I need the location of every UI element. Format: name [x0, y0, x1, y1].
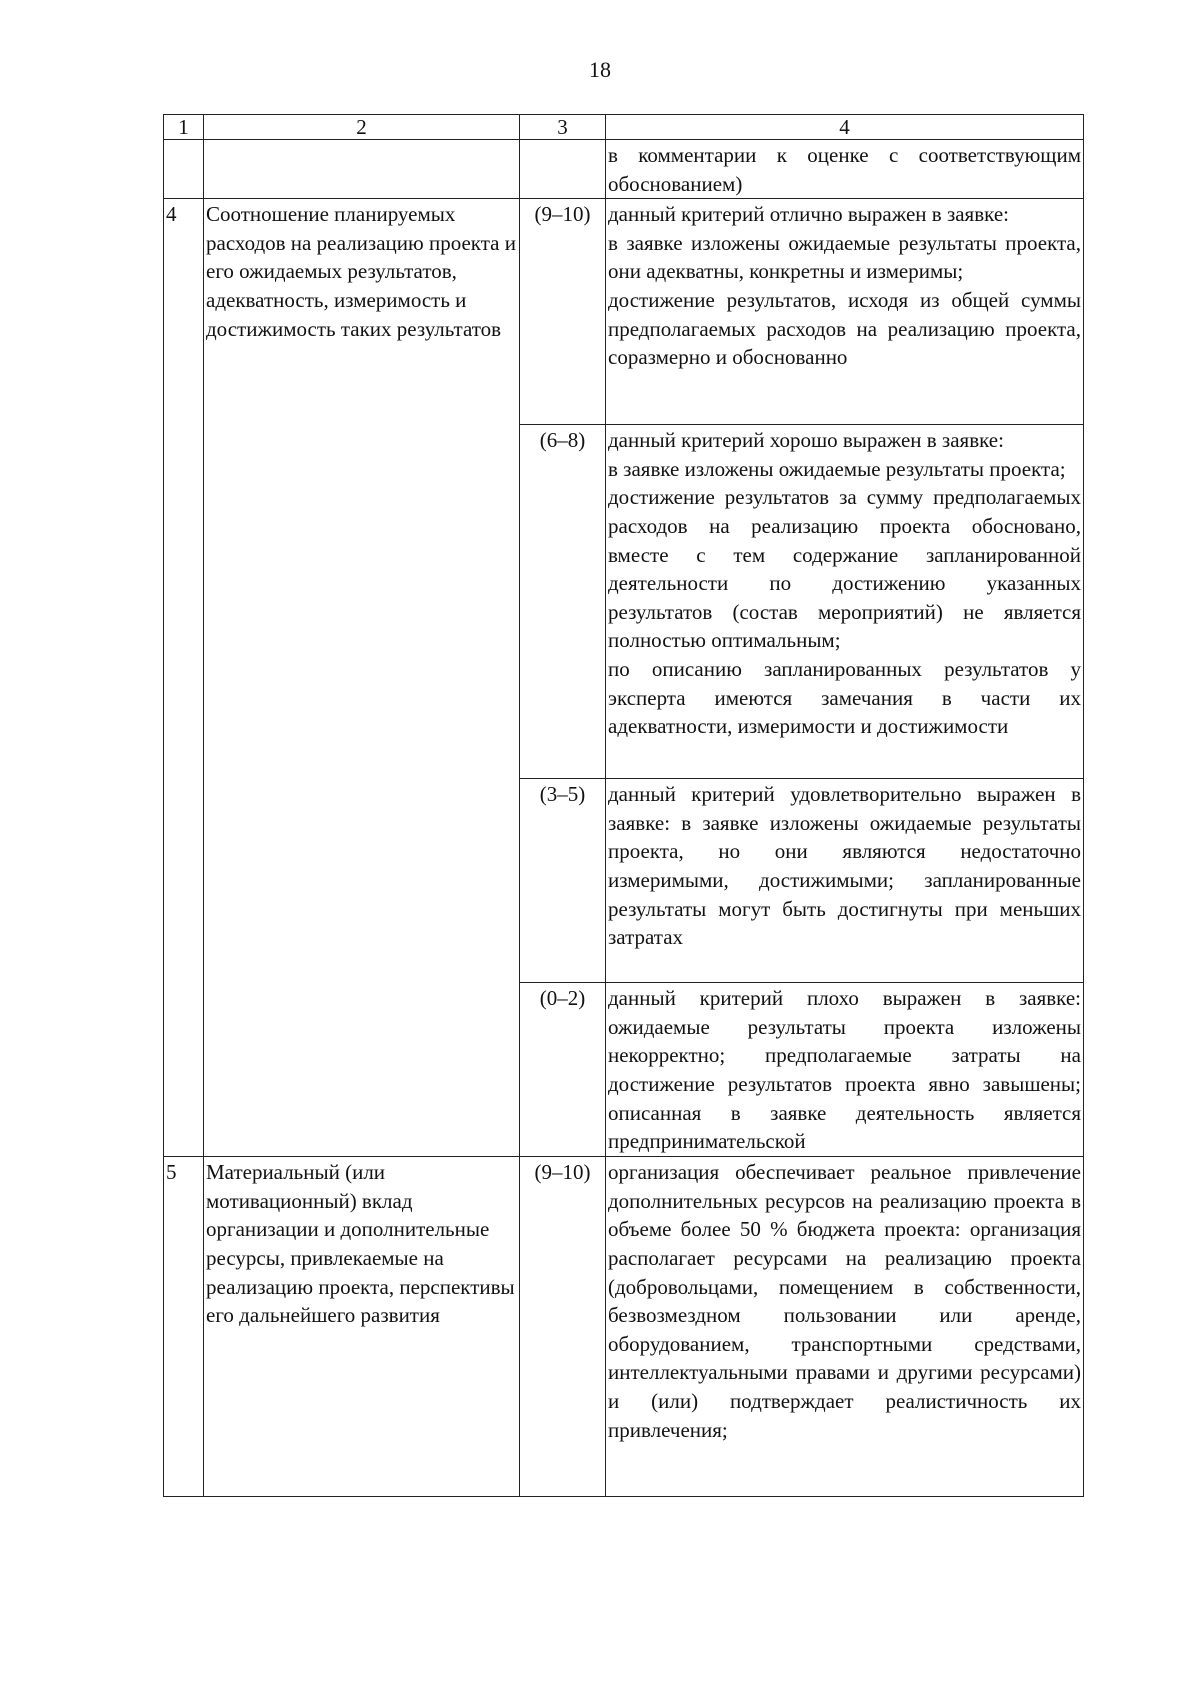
table-row-4-score-1 [164, 199, 1084, 425]
score-description [606, 199, 1084, 425]
score-range: (0–2) [520, 983, 606, 1157]
score-range: (3–5) [520, 779, 606, 983]
description-paragraph: данный критерий отлично выражен в заявке: [608, 202, 1009, 227]
description-paragraph: по описанию запланированных результатов у эксперта имеются замечания в части их адекватности, измеримости и достижимости [608, 656, 1081, 739]
table-header-row [164, 115, 1084, 140]
description-paragraph: данный критерий удовлетворительно выражен в заявке: в заявке изложены ожидаемые результаты проекта, но они являются недостаточно измеримыми, достижимыми; запланированные результаты могут быть достигнуты при меньших затратах [608, 782, 1081, 950]
column-header-1: 1 [164, 115, 204, 140]
description-paragraph: в заявке изложены ожидаемые результаты проекта; [608, 456, 1066, 481]
continuation-description [606, 140, 1084, 199]
criterion-text: Материальный (или мотивационный) вклад организации и дополнительные ресурсы, привлекаемые на реализацию проекта, перспективы его дальнейшего развития [204, 1157, 520, 1497]
description-paragraph: в комментарии к оценке с соответствующим обоснованием) [608, 143, 1081, 196]
row-number: 5 [164, 1157, 204, 1497]
score-range: (6–8) [520, 425, 606, 779]
column-header-3: 3 [520, 115, 606, 140]
description-paragraph: данный критерий плохо выражен в заявке: ожидаемые результаты проекта изложены некорректно; предполагаемые затраты на достижение результатов проекта явно завышены; описанная в заявке деятельность является предпринимательской [608, 986, 1081, 1154]
score-description [606, 779, 1084, 983]
continuation-row [164, 140, 1084, 199]
continuation-num-cell [164, 140, 204, 199]
score-range: (9–10) [520, 1157, 606, 1497]
description-paragraph: достижение результатов, исходя из общей суммы предполагаемых расходов на реализацию проекта, соразмерно и обоснованно [608, 287, 1081, 370]
description-paragraph: в заявке изложены ожидаемые результаты проекта, они адекватны, конкретны и измеримы; [608, 230, 1081, 284]
score-range: (9–10) [520, 199, 606, 425]
score-description [606, 425, 1084, 779]
criteria-table [163, 114, 1084, 1497]
column-header-2: 2 [204, 115, 520, 140]
description-paragraph: данный критерий хорошо выражен в заявке: [608, 428, 1004, 453]
page-number: 18 [589, 57, 611, 82]
column-header-4: 4 [606, 115, 1084, 140]
description-paragraph: организация обеспечивает реальное привлечение дополнительных ресурсов на реализацию проекта в объеме более 50 % бюджета проекта: организация располагает ресурсами на реализацию проекта (добровольцами, помещением в собственности, безвозмездном пользовании или аренде, оборудованием, транспортными средствами, интеллектуальными правами и другими ресурсами) и (или) подтверждает реалистичность их привлечения; [608, 1160, 1081, 1442]
score-description [606, 1157, 1084, 1497]
continuation-criterion-cell [204, 140, 520, 199]
criterion-text: Соотношение планируемых расходов на реализацию проекта и его ожидаемых результатов, адекватность, измеримость и достижимость таких результатов [204, 199, 520, 1157]
row-number: 4 [164, 199, 204, 1157]
table-row-5-score-1 [164, 1157, 1084, 1497]
score-description [606, 983, 1084, 1157]
description-paragraph: достижение результатов за сумму предполагаемых расходов на реализацию проекта обосновано, вместе с тем содержание запланированной деятельности по достижению указанных результатов (состав мероприятий) не является полностью оптимальным; [608, 485, 1081, 653]
continuation-score-cell [520, 140, 606, 199]
